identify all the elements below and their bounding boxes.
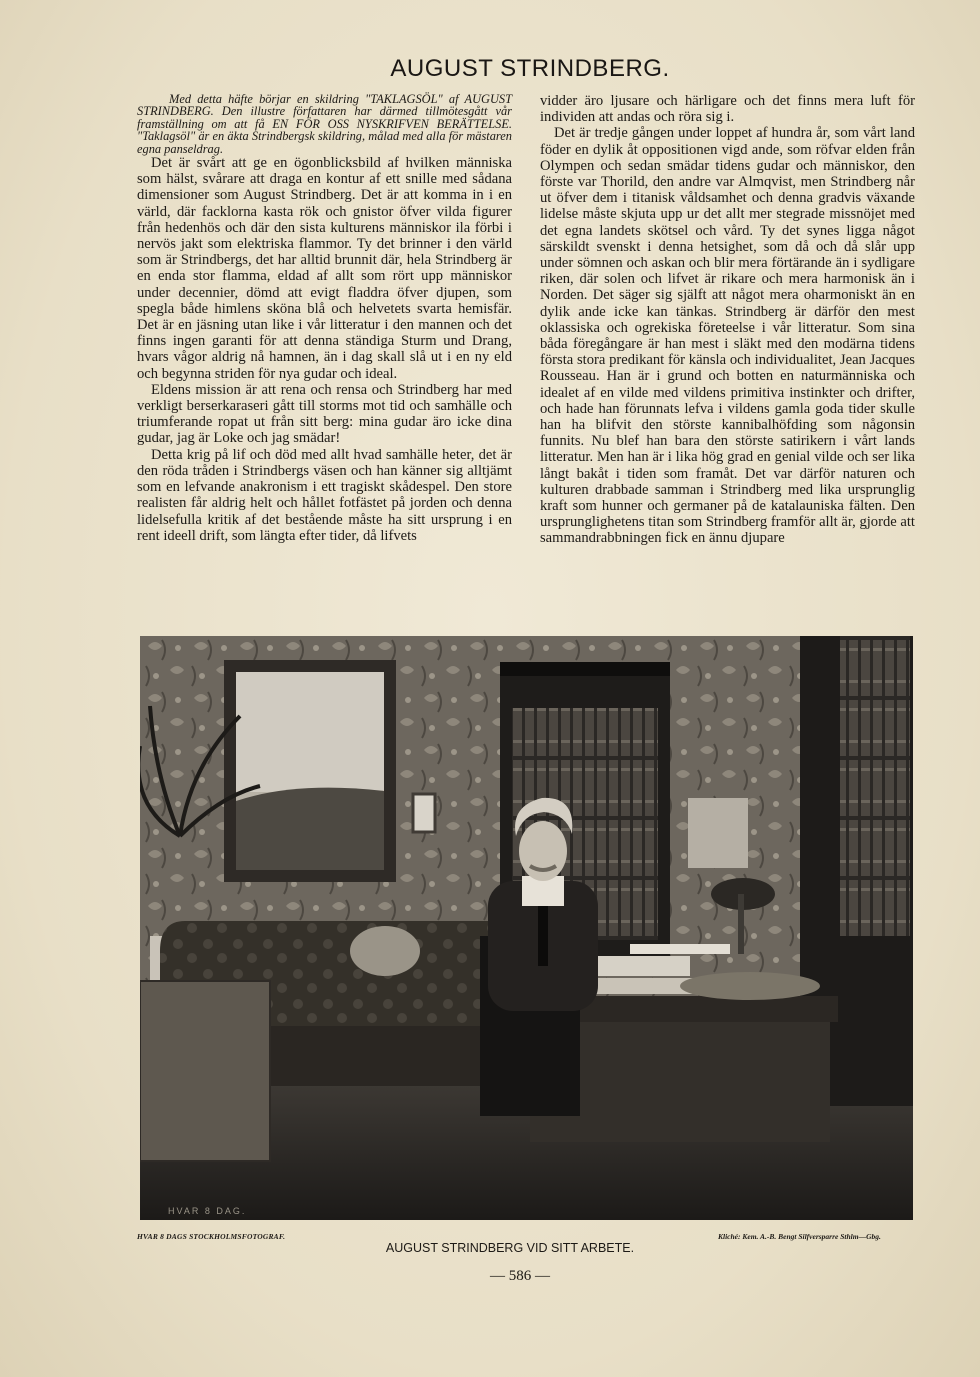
- left-column: [137, 93, 512, 544]
- page-title: AUGUST STRINDBERG.: [390, 55, 670, 82]
- photographer-credit: HVAR 8 DAGS STOCKHOLMSFOTOGRAF.: [137, 1232, 286, 1241]
- photo-signature: HVAR 8 DAG.: [168, 1206, 247, 1216]
- engraver-credit: Kliché: Kem. A.-B. Bengt Silfversparre Sthlm—Gbg.: [718, 1232, 881, 1241]
- body-paragraph: Eldens mission är att rena och rensa och Strindberg har med verkligt berserkaraseri gått till storms mot tid och samhälle och triumferande ropat ut från sitt berg: mina gudar äro icke dina gudar, jag är Loke och jag smädar!: [137, 381, 512, 447]
- photo-illustration: [140, 636, 913, 1220]
- body-paragraph: Det är tredje gången under loppet af hundra år, som vårt land föder en dylik åt oppositionen vigd ande, som röfvar elden från Olympen och sedan smädar tidens gudar och människor, den förste var Thorild, den andre var Almqvist, men Strindberg når ut öfver dem i titanisk våldsamhet och denna gradvis växande lidelse måste skjuta upp ur det allt mer stegrade missnöjet med det egna landets skötsel och vård. Ty det synes ligga något särskildt svenskt i denna hetsighet, som då och då slår upp under sömnen och askan och blir mera förtärande än i sydligare riken, där solen och lifvet är rikare och mera harmonisk än i Norden. Det säger sig själft att något mera oharmoniskt än en dylik ande icke kan tänkas. Strindberg är därför den mest oklassiska och ogrekiska företeelse i vår litteratur. Som sina båda föregångare är han mest i släkt med den modärna tidens första stora predikant för känsla och individualitet, Jean Jacques Rousseau. Han är i grund och botten en naturmänniska och idealet af en vilde med vildens primitiva instinkter och drifter, och hade han förunnats lefva i vildens gamla goda tider skulle han ha blifvit den störste kannibalhöfding som någonsin funnits. Nu blef han bara den störste satirikern i vårt lands litteratur. Men han är i lika hög grad en genial vilde och ser lika långt bakåt i tiden som framåt. Det var därför naturen och kulturen drabbade samman i Strindberg med lika ursprunglig kraft som hunner och germaner på de katalauniska fälten. Den ursprunglighetens titan som Strindberg framför allt är, gjorde att sammandrabbningen fick en ännu djupare: [540, 125, 915, 547]
- page-number: — 586 —: [490, 1268, 550, 1284]
- right-column: [540, 93, 915, 547]
- body-paragraph: Det är svårt att ge en ögonblicksbild af hvilken människa som hälst, svårare att draga en kontur af ett snille med sådana dimensioner som August Strindberg. Det är att komma in i en värld, där facklorna kasta rök och gnistor öfver vilda figurer från hedenhös och där den sista kulturens människor ila förbi i nervös jakt som elektriska flammor. Ty det brinner i den värld som är Strindbergs, det har alltid brunnit där, hela Strindberg är en enda stor flamma, eldad af allt som rört upp människor under decennier, dömd att evigt fladdra öfver djupen, som spegla både himlens sköna blå och helvetets svarta hemisfär. Det är en jäsning utan like i vår litteratur i den mannen och det finns ingen garanti för att denna ständiga Sturm und Drang, hvars vågor aldrig nå hamnen, än i dag skall slå ut i en ny eld och begynna striden för nya gudar och ideal.: [137, 155, 512, 382]
- figure-caption: AUGUST STRINDBERG VID SITT ARBETE.: [385, 1241, 635, 1255]
- body-paragraph: Detta krig på lif och död med allt hvad samhälle heter, det är den röda tråden i Strindbergs väsen och han känner sig alltjämt som en lefvande anakronism i ett tragiskt skådespel. Den store realisten får aldrig helt och hållet fotfästet på jorden och denna lidelsefulla kritik af det bestående måste ha sitt ursprung i en rent ideell drift, som längta efter tider, då lifvets: [137, 446, 512, 544]
- strindberg-photograph: [140, 636, 913, 1220]
- body-paragraph: vidder äro ljusare och härligare och det finns mera luft för individen att andas och röra sig i.: [540, 93, 915, 126]
- editorial-intro: Med detta häfte börjar en skildring "TAKLAGSÖL" af AUGUST STRINDBERG. Den illustre författaren har därmed tillmötesgått vår framställning om att få EN FÖR OSS NYSKRIFVEN BERÄTTELSE. "Taklagsöl" är en äkta Strindbergsk skildring, målad med alla för mästaren egna panseldrag.: [137, 92, 512, 156]
